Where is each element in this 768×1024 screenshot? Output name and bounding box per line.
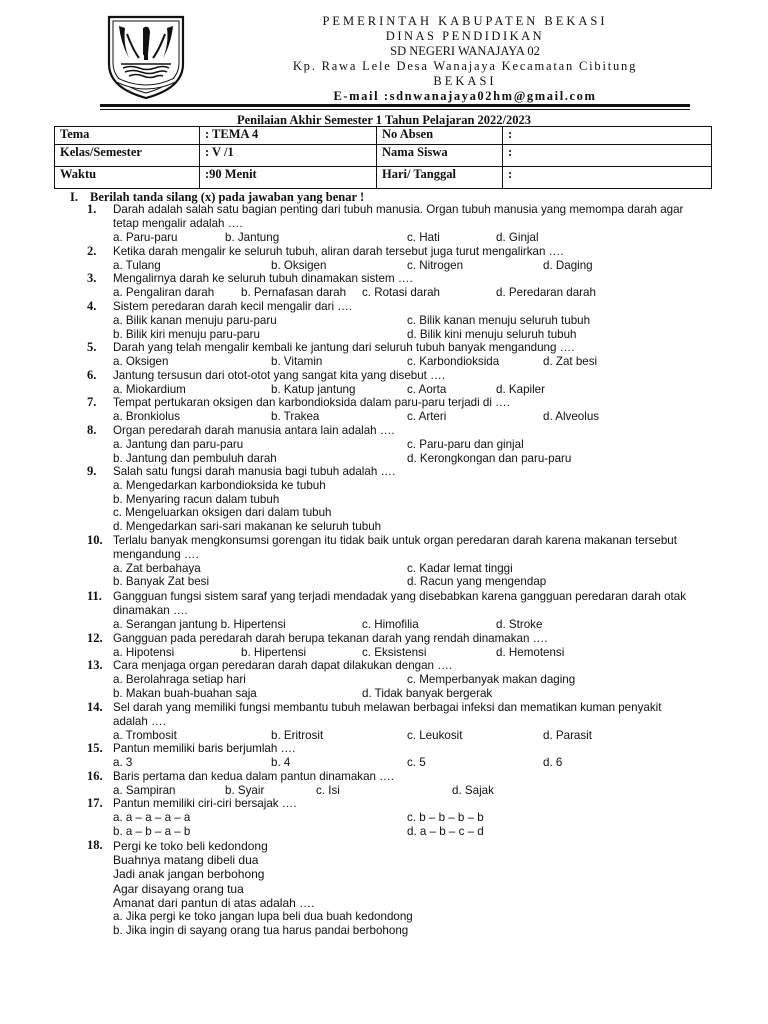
options-row [113, 314, 687, 328]
student-info-table [54, 126, 712, 189]
letterhead-school-name: SD NEGERI WANAJAYA 02 [390, 44, 540, 58]
option-b[interactable]: b. Pernafasan darah [241, 285, 347, 299]
question-17 [87, 797, 687, 838]
option-b[interactable]: b. Oksigen [271, 258, 327, 272]
question-text: Pantun memiliki baris berjumlah …. [113, 742, 296, 755]
question-number: 14. [87, 700, 103, 714]
options-row [113, 811, 687, 825]
option-b[interactable]: b. Banyak Zat besi [113, 575, 210, 589]
pantun-line-3: Jadi anak jangan berbohong [113, 867, 265, 882]
option-b[interactable]: b. Katup jantung [271, 382, 356, 396]
pantun-line-1: Pergi ke toko beli kedondong [113, 839, 268, 853]
options-row [113, 355, 687, 369]
option-c[interactable]: c. Mengeluarkan oksigen dari dalam tubuh [113, 506, 332, 520]
question-2 [87, 245, 687, 273]
question-text: Sistem peredaran darah kecil mengalir dari …. [113, 300, 353, 313]
info-label: Hari/ Tanggal [377, 167, 503, 189]
info-value: :90 Menit [200, 167, 377, 189]
question-text: Pantun memiliki ciri-ciri bersajak …. [113, 797, 297, 810]
question-number: 4. [87, 299, 97, 313]
question-text: Amanat dari pantun di atas adalah …. [113, 895, 315, 910]
options-row [113, 825, 687, 839]
info-value-field[interactable]: : [503, 145, 712, 167]
options-row [113, 729, 687, 743]
option-b[interactable]: b. Jantung [225, 230, 280, 244]
option-d[interactable]: d. Kapiler [496, 382, 545, 396]
option-a[interactable]: a. Paru-paru [113, 230, 178, 244]
info-value: : V /1 [200, 145, 377, 167]
option-c[interactable]: c. Kadar lemat tinggi [407, 561, 513, 575]
question-text: Cara menjaga organ peredaran darah dapat dilakukan dengan …. [113, 659, 453, 672]
option-c[interactable]: c. 5 [407, 755, 426, 769]
question-11 [87, 590, 687, 631]
option-b[interactable]: b. a – b – a – b [113, 824, 191, 838]
option-a[interactable]: a. Bronkiolus [113, 409, 181, 423]
info-value: : TEMA 4 [200, 127, 377, 145]
section-number: I. [70, 190, 78, 204]
info-row-waktu [55, 167, 712, 189]
pantun-line-2: Buahnya matang dibeli dua [113, 853, 259, 868]
option-a[interactable]: a. Zat berbahaya [113, 561, 201, 575]
option-a[interactable]: a. Berolahraga setiap hari [113, 672, 246, 686]
option-b[interactable]: b. Bilik kiri menuju paru-paru [113, 327, 260, 341]
letterhead-department: DINAS PENDIDIKAN [385, 29, 545, 43]
option-d[interactable]: d. Zat besi [543, 354, 598, 368]
options-row [113, 383, 687, 397]
letterhead-address: Kp. Rawa Lele Desa Wanajaya Kecamatan Cibitung [292, 59, 638, 73]
question-number: 12. [87, 631, 103, 645]
question-number: 3. [87, 271, 97, 285]
question-text: Darah yang telah mengalir kembali ke jantung dari seluruh tubuh banyak mengandung …. [113, 341, 575, 354]
question-6 [87, 369, 687, 397]
options-row [113, 259, 687, 273]
pantun-line-4: Agar disayang orang tua [113, 881, 244, 896]
question-13 [87, 659, 687, 700]
option-d[interactable]: d. Peredaran darah [496, 285, 596, 299]
question-number: 9. [87, 464, 97, 478]
question-text: Jantung tersusun dari otot-otot yang sangat kita yang disebut …. [113, 369, 445, 382]
question-8 [87, 424, 687, 465]
question-number: 17. [87, 796, 103, 810]
option-a[interactable]: a. Bilik kanan menuju paru-paru [113, 313, 277, 327]
option-b[interactable]: b. Jantung dan pembuluh darah [113, 451, 277, 465]
info-label: Tema [55, 127, 200, 145]
info-label: Nama Siswa [377, 145, 503, 167]
option-d[interactable]: d. a – b – c – d [407, 824, 484, 838]
letterhead-email: E-mail :sdnwanajaya02hm@gmail.com [333, 89, 597, 103]
option-c[interactable]: c. Nitrogen [407, 258, 464, 272]
options-row [113, 687, 687, 701]
option-c[interactable]: c. Bilik kanan menuju seluruh tubuh [407, 313, 591, 327]
question-18 [87, 839, 687, 938]
options-row [113, 784, 687, 798]
letterhead-city: BEKASI [433, 74, 497, 88]
question-3 [87, 272, 687, 300]
info-value-field[interactable]: : [503, 127, 712, 145]
question-text: Organ peredarah darah manusia antara lain adalah …. [113, 424, 395, 437]
option-d[interactable]: d. Ginjal [496, 230, 539, 244]
question-number: 6. [87, 368, 97, 382]
option-a[interactable]: a. 3 [113, 755, 133, 769]
option-d[interactable]: d. Stroke [496, 617, 543, 631]
options-row [113, 438, 687, 452]
question-1 [87, 203, 687, 244]
question-15 [87, 742, 687, 770]
bekasi-emblem-logo [103, 14, 189, 100]
options-row [113, 756, 687, 770]
question-4 [87, 300, 687, 341]
letterhead-government: PEMERINTAH KABUPATEN BEKASI [322, 14, 608, 28]
option-b[interactable]: b. Syair [225, 783, 265, 797]
question-number: 8. [87, 423, 97, 437]
option-d[interactable]: d. Tidak banyak bergerak [362, 686, 493, 700]
option-b[interactable]: b. Hipertensi [241, 645, 307, 659]
question-text: Gangguan fungsi sistem saraf yang terjadi mendadak yang disebabkan karena gangguan peredaran darah otak dinamakan …. [113, 590, 686, 617]
option-d[interactable]: d. Hemotensi [496, 645, 565, 659]
question-number: 16. [87, 769, 103, 783]
option-c[interactable]: c. Arteri [407, 409, 447, 423]
options-row [113, 328, 687, 342]
letterhead-divider-thick [100, 104, 690, 107]
option-d[interactable]: d. Kerongkongan dan paru-paru [407, 451, 572, 465]
option-b[interactable]: b. Jika ingin di sayang orang tua harus pandai berbohong [113, 923, 409, 937]
options-row [113, 646, 687, 660]
option-a[interactable]: a. Trombosit [113, 728, 177, 742]
option-a[interactable]: a. Jika pergi ke toko jangan lupa beli dua buah kedondong [113, 910, 413, 924]
question-16 [87, 770, 687, 798]
options-row [113, 562, 687, 576]
options-row [113, 618, 687, 632]
option-b[interactable]: b. Makan buah-buahan saja [113, 686, 257, 700]
option-a[interactable]: a. Hipotensi [113, 645, 175, 659]
options-row [113, 286, 687, 300]
option-a[interactable]: a. a – a – a – a [113, 810, 191, 824]
info-row-kelas [55, 145, 712, 167]
question-text: Baris pertama dan kedua dalam pantun dinamakan …. [113, 770, 394, 783]
question-5 [87, 341, 687, 369]
info-label: Kelas/Semester [55, 145, 200, 167]
option-a[interactable]: a. Miokardium [113, 382, 186, 396]
options-row [113, 452, 687, 466]
question-number: 5. [87, 340, 97, 354]
question-text: Terlalu banyak mengkonsumsi gorengan itu tidak baik untuk organ peredaran darah karena makanan tersebut mengandung …. [113, 534, 677, 561]
section-instruction: Berilah tanda silang (x) pada jawaban yang benar ! [90, 190, 365, 204]
option-d[interactable]: d. Parasit [543, 728, 592, 742]
question-text: Gangguan pada peredarah darah berupa tekanan darah yang rendah dinamakan …. [113, 632, 548, 645]
question-number: 18. [87, 838, 103, 852]
option-a[interactable]: a. Pengaliran darah [113, 285, 215, 299]
option-c[interactable]: c. Memperbanyak makan daging [407, 672, 576, 686]
option-c[interactable]: c. Aorta [407, 382, 447, 396]
option-c[interactable]: c. Himofilia [362, 617, 419, 631]
question-number: 1. [87, 202, 97, 216]
option-b[interactable]: b. 4 [271, 755, 291, 769]
question-14 [87, 701, 687, 742]
question-7 [87, 396, 687, 424]
option-b[interactable]: b. Menyaring racun dalam tubuh [113, 492, 280, 506]
option-c[interactable]: c. Isi [316, 783, 340, 797]
question-number: 2. [87, 244, 97, 258]
question-text: Tempat pertukaran oksigen dan karbondioksida dalam paru-paru terjadi di …. [113, 396, 510, 409]
option-c[interactable]: c. Karbondioksida [407, 354, 500, 368]
question-number: 10. [87, 533, 103, 547]
question-number: 13. [87, 658, 103, 672]
option-c[interactable]: c. b – b – b – b [407, 810, 484, 824]
option-a[interactable]: a. Mengedarkan karbondioksida ke tubuh [113, 478, 326, 492]
option-d[interactable]: d. Bilik kini menuju seluruh tubuh [407, 327, 577, 341]
option-d[interactable]: d. Mengedarkan sari-sari makanan ke seluruh tubuh [113, 520, 382, 534]
options-row [113, 673, 687, 687]
letterhead [210, 14, 720, 104]
option-d[interactable]: d. Sajak [452, 783, 494, 797]
option-c[interactable]: c. Rotasi darah [362, 285, 440, 299]
question-number: 15. [87, 741, 103, 755]
question-text: Sel darah yang memiliki fungsi membantu tubuh melawan berbagai infeksi dan mematikan kuman penyakit adalah …. [113, 701, 662, 728]
option-b[interactable]: b. Trakea [271, 409, 320, 423]
assessment-title: Penilaian Akhir Semester 1 Tahun Pelajaran 2022/2023 [236, 113, 531, 127]
question-9 [87, 465, 687, 534]
question-text: Salah satu fungsi darah manusia bagi tubuh adalah …. [113, 465, 396, 478]
option-d[interactable]: d. 6 [543, 755, 563, 769]
question-12 [87, 632, 687, 660]
options-row [113, 410, 687, 424]
options-row [113, 231, 687, 245]
options-row [113, 575, 687, 589]
option-a[interactable]: a. Tulang [113, 258, 161, 272]
option-b[interactable]: b. Eritrosit [271, 728, 324, 742]
question-number: 11. [87, 589, 102, 603]
question-10 [87, 534, 687, 589]
letterhead-divider-thin [100, 109, 690, 110]
option-d[interactable]: d. Racun yang mengendap [407, 575, 547, 589]
question-text: Ketika darah mengalir ke seluruh tubuh, aliran darah tersebut juga turut mengalirkan …. [113, 245, 564, 258]
option-c[interactable]: c. Hati [407, 230, 440, 244]
option-a[interactable]: a. Jantung dan paru-paru [113, 437, 244, 451]
info-row-tema [55, 127, 712, 145]
option-a[interactable]: a. Oksigen [113, 354, 169, 368]
option-a-b[interactable]: a. Serangan jantung b. Hipertensi [113, 617, 286, 631]
info-label: No Absen [377, 127, 503, 145]
info-label: Waktu [55, 167, 200, 189]
option-c[interactable]: c. Paru-paru dan ginjal [407, 437, 524, 451]
info-value-field[interactable]: : [503, 167, 712, 189]
option-b[interactable]: b. Vitamin [271, 354, 323, 368]
question-number: 7. [87, 395, 97, 409]
option-d[interactable]: d. Daging [543, 258, 593, 272]
option-a[interactable]: a. Sampiran [113, 783, 176, 797]
option-c[interactable]: c. Leukosit [407, 728, 463, 742]
question-text: Darah adalah salah satu bagian penting dari tubuh manusia. Organ tubuh manusia yang memompa darah agar tetap mengalir adalah …. [113, 203, 684, 230]
question-text: Mengalirnya darah ke seluruh tubuh dinamakan sistem …. [113, 272, 413, 285]
option-d[interactable]: d. Alveolus [543, 409, 600, 423]
option-c[interactable]: c. Eksistensi [362, 645, 427, 659]
